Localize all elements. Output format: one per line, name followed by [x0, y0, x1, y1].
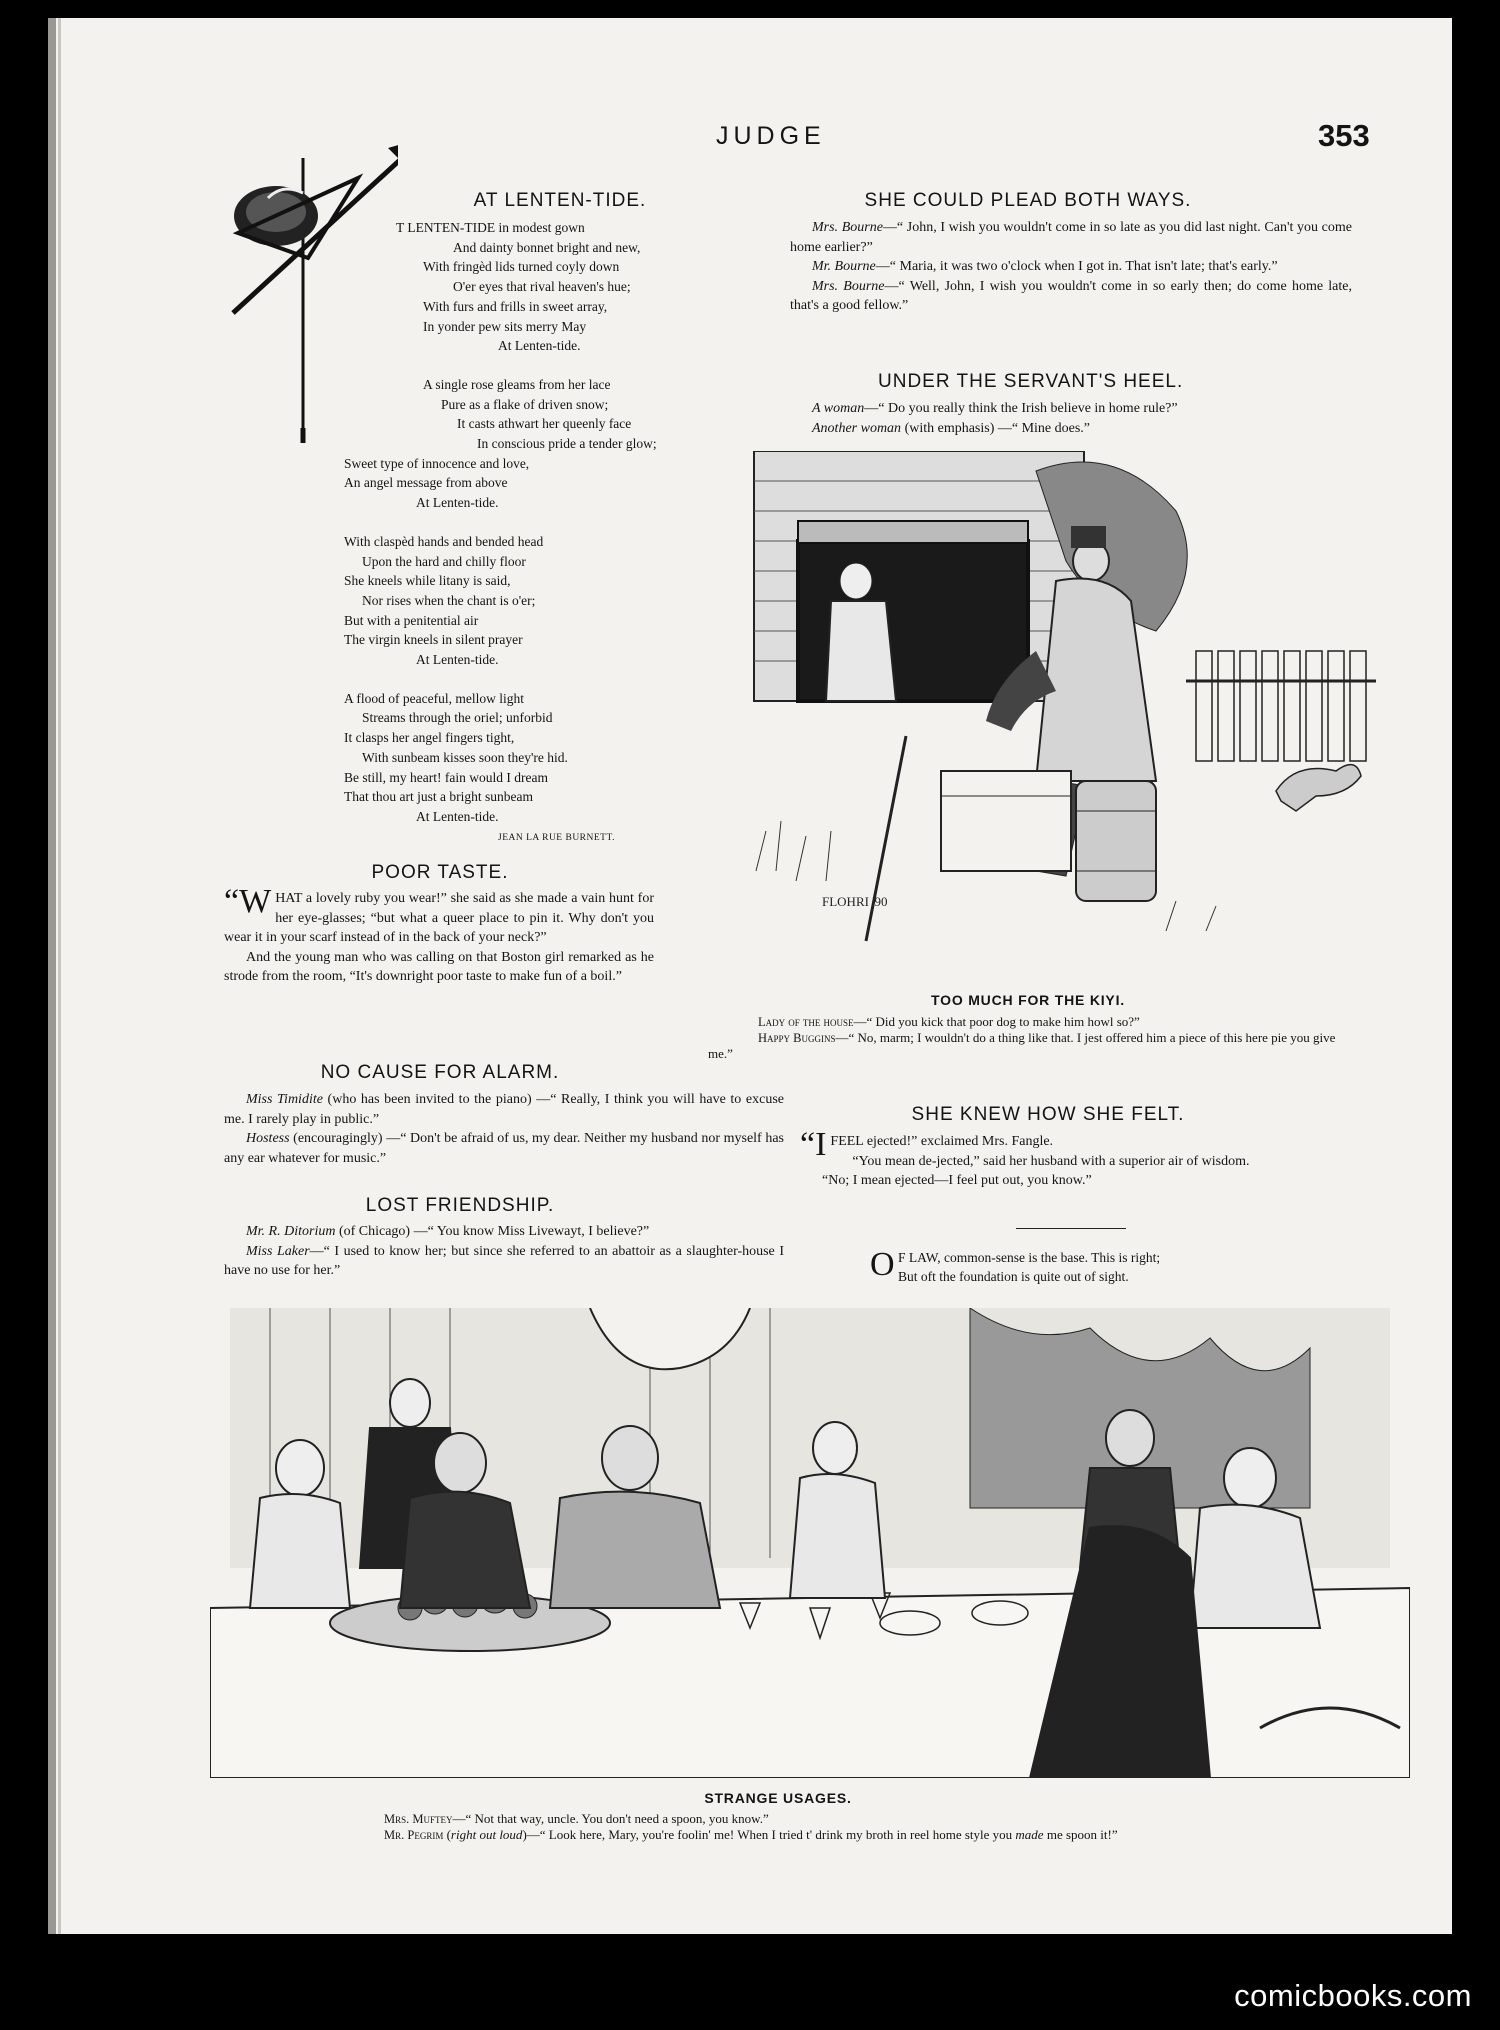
tramp-scene-drawing — [736, 451, 1406, 976]
artist-signature: FLOHRI '90 — [822, 894, 888, 909]
poem-author: JEAN LA RUE BURNETT. — [498, 833, 615, 843]
section-title-no-cause-for-alarm: NO CAUSE FOR ALARM. — [320, 1062, 560, 1083]
dialogue-line — [224, 1222, 784, 1242]
dialogue-text: (of Chicago) —“ You know Miss Livewayt, I believe?” — [335, 1224, 650, 1239]
poem-line: O'er eyes that rival heaven's hue; — [453, 279, 631, 295]
poem-refrain: At Lenten-tide. — [416, 652, 499, 668]
caption-title-kiyi: TOO MUCH FOR THE KIYI. — [931, 992, 1125, 1008]
poem-line: Pure as a flake of driven snow; — [441, 396, 609, 412]
dialogue-text: —“ Not that way, uncle. You don't need a spoon, you know.” — [452, 1811, 769, 1826]
page-number: 353 — [1318, 118, 1370, 153]
poem-line: With sunbeam kisses soon they're hid. — [362, 749, 568, 765]
paragraph-text: FEEL ejected!” exclaimed Mrs. Fangle. — [830, 1134, 1054, 1149]
section-title-poor-taste: POOR TASTE. — [371, 862, 509, 883]
poem-stanza-2 — [342, 375, 702, 513]
speaker: Another woman — [812, 420, 902, 436]
drop-cap — [224, 883, 272, 920]
section-title-plead-both-ways: SHE COULD PLEAD BOTH WAYS. — [864, 190, 1192, 211]
paragraph-text: HAT a lovely ruby you wear!” she said as she made a vain hunt for her eye-glasses; “but what a queer place to pin it. Why don't you wear it in your scarf instead of in the back of your neck?” — [224, 891, 654, 946]
poem-at-lenten-tide — [342, 218, 702, 827]
poem-line: With furs and frills in sweet array, — [423, 298, 608, 314]
poem-stanza-3 — [342, 532, 702, 670]
dialogue-text: —“ I used to know her; but since she referred to an abattoir as a slaughter-house I have no use for her.” — [224, 1243, 784, 1279]
magazine-page — [48, 18, 1452, 1934]
dialogue-text: —“ John, I wish you wouldn't come in so late as you did last night. Can't you come home earlier?” — [790, 220, 1352, 255]
emphasis: made — [1015, 1827, 1044, 1842]
dialogue-line — [790, 399, 1352, 419]
magazine-title: JUDGE — [716, 122, 826, 150]
dialogue-line — [708, 1014, 1362, 1030]
poem-line: In yonder pew sits merry May — [423, 318, 587, 334]
tramp-at-window-illustration — [736, 451, 1406, 976]
speaker: Mrs. Muftey — [384, 1812, 453, 1826]
paragraph: “You mean de-jected,” said her husband with a superior air of wisdom. — [852, 1153, 1250, 1169]
epigram-line: But oft the foundation is quite out of sight. — [898, 1269, 1129, 1284]
poem-line: With fringèd lids turned coyly down — [423, 259, 620, 275]
poem-line: She kneels while litany is said, — [344, 573, 511, 589]
site-watermark-logo: comicbooks.com — [1234, 1978, 1472, 2013]
dialogue-text: (with emphasis) —“ Mine does.” — [901, 420, 1091, 436]
dialogue-text: —“ Maria, it was two o'clock when I got in. That isn't late; that's early.” — [875, 259, 1278, 275]
epigram-law — [870, 1248, 1160, 1286]
poem-line: That thou art just a bright sunbeam — [344, 789, 533, 805]
section-title-she-knew: SHE KNEW HOW SHE FELT. — [911, 1104, 1185, 1125]
poem-line: With claspèd hands and bended head — [344, 533, 544, 549]
dialogue-text: (encouragingly) —“ Don't be afraid of us, my dear. Neither my husband nor myself has any ear whatever for music.” — [224, 1131, 784, 1166]
dialogue-text: —“ Do you really think the Irish believe in home rule?” — [864, 401, 1178, 416]
paragraph: And the young man who was calling on that Boston girl remarked as he strode from the room, “It's downright poor taste to make fun of a boil.” — [224, 949, 654, 985]
dialogue-line — [790, 218, 1352, 257]
dialogue-line: Mr. Pegrim (right out loud)—“ Look here, Mary, you're foolin' me! When I tried t' drink my broth in reel home style you made me spoon it!” — [384, 1827, 1118, 1842]
drop-cap-letter: O — [870, 1246, 895, 1283]
poem-line: In conscious pride a tender glow; — [477, 436, 657, 452]
page-spine — [48, 18, 56, 1934]
section-title-at-lenten-tide: AT LENTEN-TIDE. — [473, 190, 647, 211]
speaker: A woman — [812, 401, 865, 416]
caption-strange-usages — [374, 1811, 1284, 1843]
poem-line: It casts athwart her queenly face — [457, 416, 632, 432]
section-title-lost-friendship: LOST FRIENDSHIP. — [365, 1195, 555, 1216]
caption-kiyi — [708, 1014, 1362, 1062]
poem-refrain: At Lenten-tide. — [416, 495, 499, 511]
poem-refrain: At Lenten-tide. — [416, 808, 499, 824]
speaker: Mr. R. Ditorium — [246, 1224, 336, 1239]
stage-direction: right out loud — [450, 1827, 523, 1842]
article-she-knew — [800, 1126, 1352, 1191]
page-spine-edge — [58, 18, 61, 1934]
article-no-cause-for-alarm — [224, 1090, 784, 1168]
poem-line: And dainty bonnet bright and new, — [453, 239, 641, 255]
dialogue-text: —“ Well, John, I wish you wouldn't come in so early then; do come home late, that's a good fellow.” — [790, 278, 1352, 314]
drop-cap — [800, 1126, 827, 1163]
dinner-scene-drawing — [210, 1308, 1410, 1778]
poem-line: It clasps her angel fingers tight, — [344, 730, 515, 746]
dialogue-line — [790, 257, 1352, 277]
speaker: Miss Timidite — [246, 1092, 323, 1107]
drop-cap-quote: “ — [800, 1126, 816, 1163]
speaker: Mrs. Bourne — [812, 220, 883, 235]
poem-line: But with a penitential air — [344, 612, 479, 628]
epigram-line: F LAW, common-sense is the base. This is right; — [898, 1250, 1161, 1265]
drop-cap-letter: W — [239, 883, 272, 920]
section-title-servants-heel: UNDER THE SERVANT'S HEEL. — [878, 371, 1184, 392]
dialogue-line — [790, 419, 1352, 439]
dialogue-text: —“ Did you kick that poor dog to make him howl so?” — [853, 1014, 1140, 1029]
paragraph: “No; I mean ejected—I feel put out, you know.” — [822, 1173, 1092, 1189]
caption-title-strange-usages: STRANGE USAGES. — [704, 1790, 852, 1806]
dialogue-line — [790, 277, 1352, 316]
speaker: Hostess — [246, 1131, 290, 1147]
section-divider — [1016, 1228, 1126, 1229]
dialogue-text: (who has been invited to the piano) —“ Really, I think you will have to excuse me. I rarely play in public.” — [224, 1092, 784, 1127]
dialogue-line — [224, 1090, 784, 1129]
poem-line: A single rose gleams from her lace — [423, 376, 611, 392]
poem-line: Sweet type of innocence and love, — [344, 455, 530, 471]
poem-line: An angel message from above — [344, 475, 508, 491]
article-lost-friendship — [224, 1222, 784, 1281]
poem-line: The virgin kneels in silent prayer — [344, 632, 523, 648]
dinner-table-illustration — [210, 1308, 1410, 1778]
paragraph — [224, 883, 654, 948]
drop-cap-letter: I — [815, 1126, 827, 1163]
speaker: Miss Laker — [246, 1243, 310, 1259]
article-servants-heel — [790, 399, 1352, 438]
poem-refrain: At Lenten-tide. — [498, 338, 581, 354]
poem-line: Be still, my heart! fain would I dream — [344, 769, 548, 785]
speaker: Mr. Bourne — [812, 259, 876, 275]
dialogue-text: —“ Look here, Mary, you're foolin' me! When I tried t' drink my broth in reel home style you — [526, 1827, 1016, 1842]
poem-stanza-4 — [342, 689, 702, 827]
poem-line: Streams through the oriel; unforbid — [362, 710, 553, 726]
speaker: Mrs. Bourne — [812, 278, 885, 294]
dialogue-line — [708, 1030, 1362, 1062]
speaker: Happy Buggins — [758, 1031, 836, 1045]
dialogue-line — [224, 1129, 784, 1168]
dialogue-text: —“ No, marm; I wouldn't do a thing like that. I jest offered him a piece of this here pie you give me.” — [708, 1030, 1336, 1061]
poem-line: Nor rises when the chant is o'er; — [362, 592, 536, 608]
article-plead-both-ways — [790, 218, 1352, 316]
dialogue-text: me spoon it!” — [1043, 1827, 1118, 1842]
poem-line: T LENTEN-TIDE in modest gown — [396, 220, 585, 235]
dialogue-line — [374, 1811, 1284, 1827]
poem-line: Upon the hard and chilly floor — [362, 553, 526, 569]
poem-stanza-1 — [342, 218, 702, 356]
article-poor-taste — [224, 883, 654, 987]
drop-cap-quote: “ — [224, 883, 240, 920]
speaker: Mr. Pegrim — [384, 1828, 444, 1842]
speaker: Lady of the house — [758, 1015, 854, 1029]
dialogue-line — [224, 1242, 784, 1281]
poem-line: A flood of peaceful, mellow light — [344, 690, 524, 706]
